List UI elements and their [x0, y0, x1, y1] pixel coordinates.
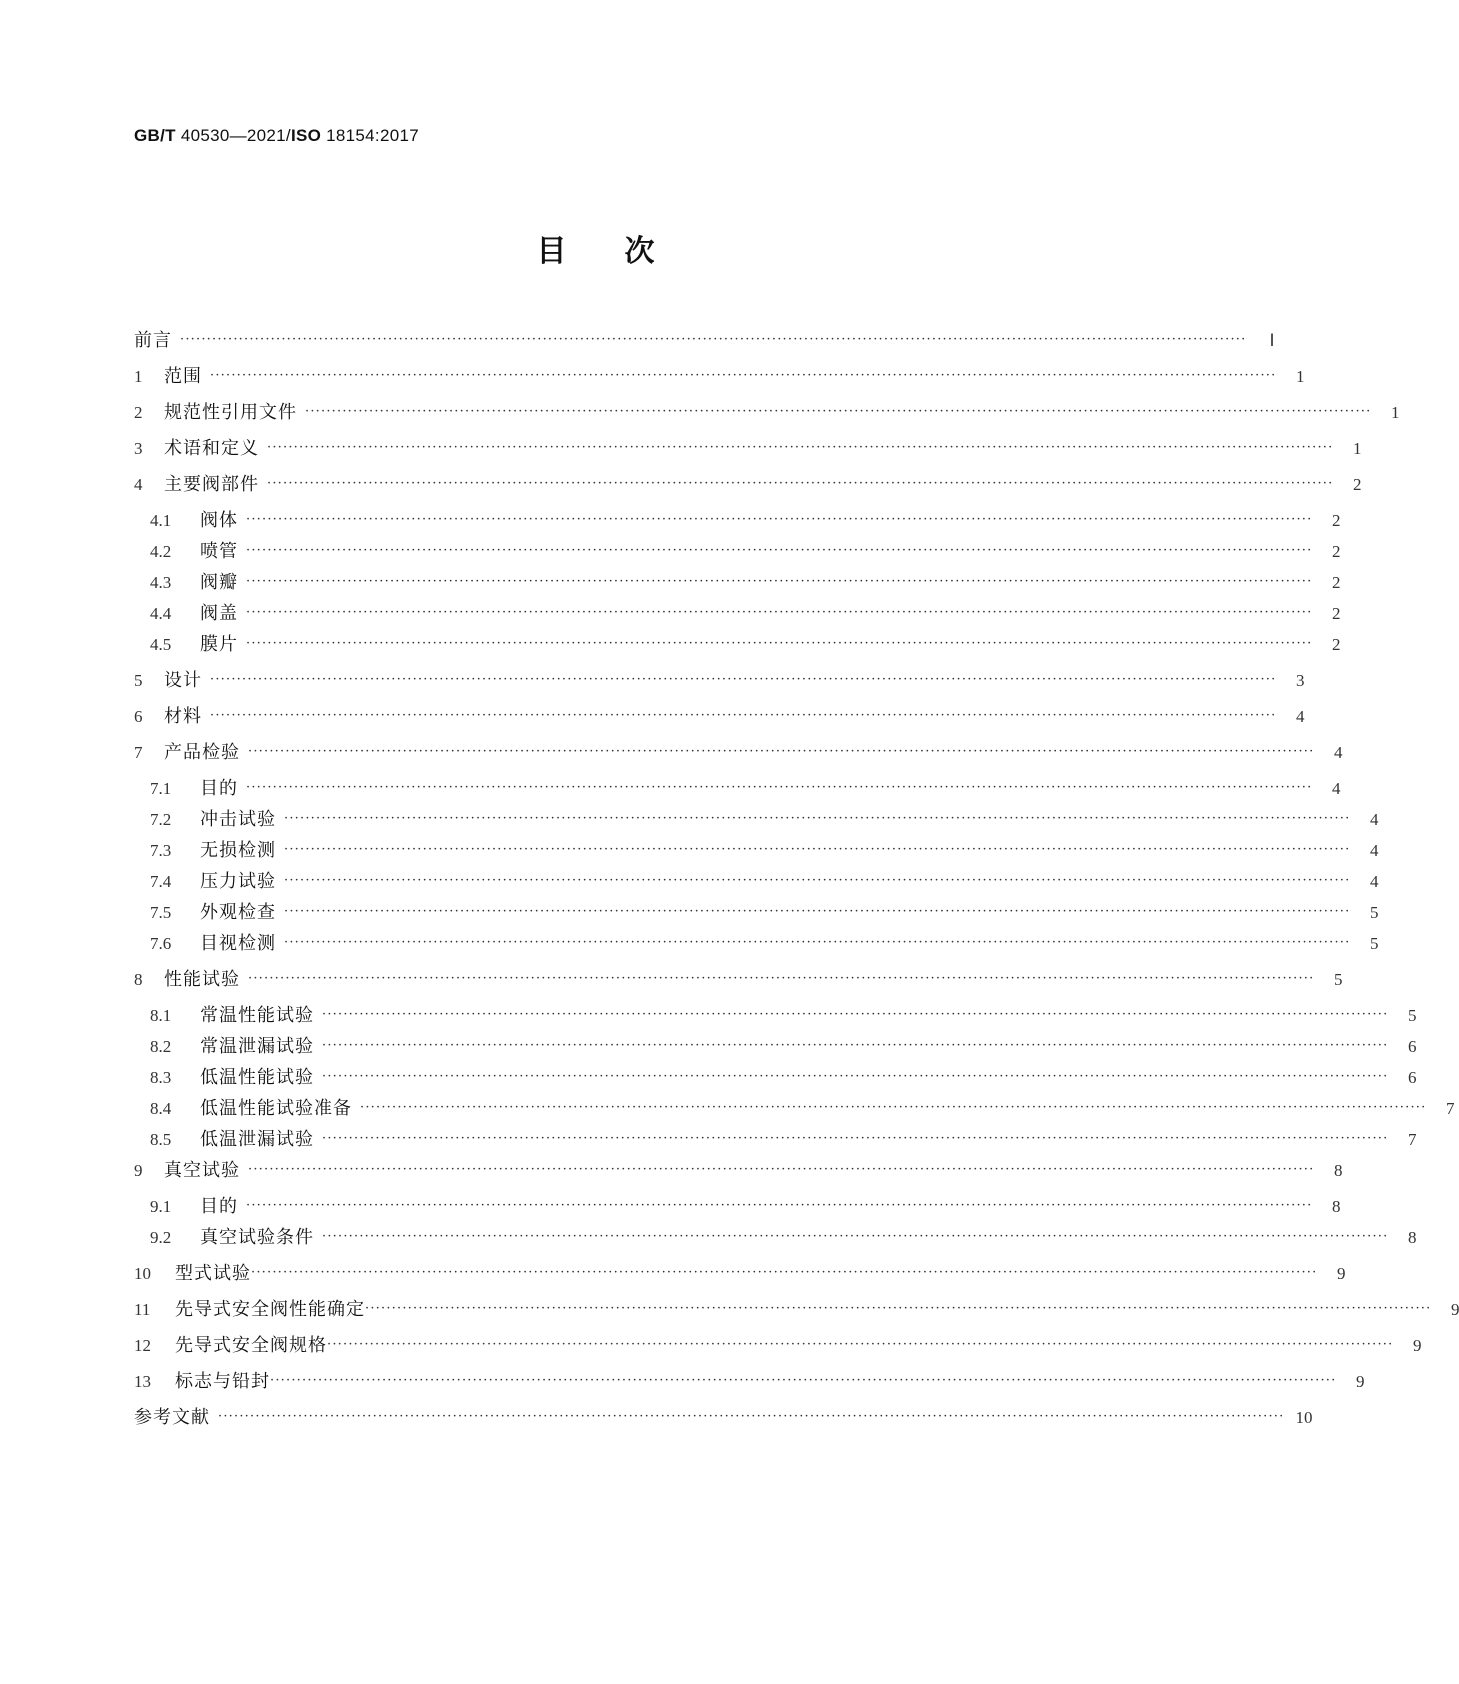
toc-entry-page: 1: [1352, 439, 1362, 458]
toc-entry-label: 标志与铅封: [175, 1371, 270, 1392]
toc-entry-7[interactable]: [134, 741, 1343, 765]
toc-entry-page: 8: [1407, 1228, 1417, 1247]
toc-entry-number: 6: [134, 707, 143, 726]
toc-leader: ········································································································································································································: [246, 780, 1313, 795]
toc-entry-10[interactable]: [134, 1262, 1346, 1286]
toc-entry-page: 2: [1331, 573, 1341, 592]
page-title: [0, 226, 1191, 270]
toc-entry-8-4[interactable]: [134, 1097, 1455, 1121]
toc-entry-7-3[interactable]: [134, 839, 1379, 863]
toc-entry-9[interactable]: [134, 1159, 1343, 1183]
toc-leader: ········································································································································································································: [218, 1409, 1285, 1424]
iso-prefix: ISO: [290, 126, 322, 145]
toc-entry-4-3[interactable]: [134, 571, 1341, 595]
toc-entry-number: 2: [134, 403, 143, 422]
toc-entry-number: 4.5: [150, 635, 172, 654]
toc-entry-page: 10: [1295, 1408, 1313, 1427]
toc-entry-page: 7: [1407, 1130, 1417, 1149]
doc-code-number: 40530—2021/: [175, 126, 291, 145]
toc-entry-number: 7.4: [150, 872, 172, 891]
toc-entry-number: 4.3: [150, 573, 172, 592]
toc-entry-label: 术语和定义: [164, 438, 259, 459]
toc-entry-page: 1: [1295, 367, 1305, 386]
toc-entry-4-4[interactable]: [134, 602, 1341, 626]
toc-entry-4[interactable]: [134, 473, 1362, 497]
toc-entry-label: 先导式安全阀性能确定: [175, 1299, 365, 1320]
toc-entry-label: 规范性引用文件: [164, 402, 297, 423]
toc-entry-number: 8.5: [150, 1130, 172, 1149]
toc-entry-number: 7.3: [150, 841, 172, 860]
toc-entry-8-5[interactable]: [134, 1128, 1417, 1152]
toc-leader: ········································································································································································································: [284, 873, 1351, 888]
toc-leader: ········································································································································································································: [246, 574, 1313, 589]
toc-entry-label: 膜片: [200, 634, 238, 655]
toc-leader: ········································································································································································································: [267, 440, 1334, 455]
toc-leader: ········································································································································································································: [322, 1131, 1389, 1146]
toc-entry-number: 8: [134, 970, 143, 989]
toc-entry-page: Ⅰ: [1269, 331, 1275, 350]
toc-entry-number: 7.5: [150, 903, 172, 922]
toc-entry-page: 8: [1331, 1197, 1341, 1216]
toc-leader: ········································································································································································································: [305, 404, 1372, 419]
toc-entry-label: 材料: [164, 706, 202, 727]
toc-entry-5[interactable]: [134, 669, 1305, 693]
toc-entry-1[interactable]: [134, 365, 1305, 389]
toc-entry-12[interactable]: [134, 1334, 1422, 1358]
toc-entry-number: 7.1: [150, 779, 172, 798]
toc-entry-number: 9: [134, 1161, 143, 1180]
toc-entry-11[interactable]: [134, 1298, 1459, 1322]
toc-entry-13[interactable]: [134, 1370, 1365, 1394]
toc-entry-page: 5: [1369, 934, 1379, 953]
toc-entry-label: 目的: [200, 778, 238, 799]
toc-leader: ········································································································································································································: [246, 1198, 1313, 1213]
toc-entry-number: 9.2: [150, 1228, 172, 1247]
toc-entry-page: 4: [1369, 810, 1379, 829]
toc-entry-number: 4: [134, 475, 143, 494]
toc-entry-number: 8.4: [150, 1099, 172, 1118]
toc-entry-page: 4: [1369, 841, 1379, 860]
toc-entry-foreword[interactable]: [134, 329, 1275, 353]
title-char-2: 次: [624, 234, 655, 269]
toc-entry-number: 7.2: [150, 810, 172, 829]
toc-leader: ········································································································································································································: [284, 904, 1351, 919]
toc-entry-page: 2: [1352, 475, 1362, 494]
document-code: [134, 126, 419, 146]
toc-entry-label: 目的: [200, 1196, 238, 1217]
toc-entry-number: 8.1: [150, 1006, 172, 1025]
toc-entry-page: 1: [1390, 403, 1400, 422]
toc-leader: ········································································································································································································: [322, 1069, 1389, 1084]
toc-entry-9-2[interactable]: [134, 1226, 1417, 1250]
toc-entry-label: 先导式安全阀规格: [175, 1335, 327, 1356]
toc-entry-label: 阀盖: [200, 603, 238, 624]
toc-entry-label: 低温性能试验: [200, 1067, 314, 1088]
toc-entry-label: 真空试验条件: [200, 1227, 314, 1248]
toc-leader: ········································································································································································································: [210, 708, 1277, 723]
toc-entry-7-6[interactable]: [134, 932, 1379, 956]
toc-entry-bibliography[interactable]: [134, 1406, 1313, 1430]
toc-leader: ········································································································································································································: [365, 1301, 1432, 1316]
toc-entry-label: 前言: [134, 330, 172, 351]
toc-leader: ········································································································································································································: [248, 744, 1315, 759]
toc-entry-number: 1: [134, 367, 143, 386]
toc-entry-label: 低温性能试验准备: [200, 1098, 352, 1119]
toc-leader: ········································································································································································································: [322, 1038, 1389, 1053]
toc-entry-4-5[interactable]: [134, 633, 1341, 657]
toc-entry-7-1[interactable]: [134, 777, 1341, 801]
toc-leader: ········································································································································································································: [210, 672, 1277, 687]
toc-leader: ········································································································································································································: [210, 368, 1277, 383]
toc-leader: ········································································································································································································: [284, 935, 1351, 950]
toc-entry-label: 性能试验: [164, 969, 240, 990]
toc-entry-label: 真空试验: [164, 1160, 240, 1181]
toc-entry-page: 6: [1407, 1068, 1417, 1087]
toc-leader: ········································································································································································································: [180, 332, 1247, 347]
toc-entry-label: 低温泄漏试验: [200, 1129, 314, 1150]
toc-entry-label: 主要阀部件: [164, 474, 259, 495]
toc-leader: ········································································································································································································: [267, 476, 1334, 491]
toc-leader: ········································································································································································································: [246, 636, 1313, 651]
toc-entry-number: 8.2: [150, 1037, 172, 1056]
toc-entry-7-2[interactable]: [134, 808, 1379, 832]
toc-entry-number: 7: [134, 743, 143, 762]
toc-entry-label: 阀体: [200, 510, 238, 531]
toc-entry-number: 4.4: [150, 604, 172, 623]
toc-entry-2[interactable]: [134, 401, 1400, 425]
toc-entry-number: 10: [134, 1264, 151, 1283]
doc-code-prefix: GB/T: [134, 126, 176, 145]
toc-entry-label: 参考文献: [134, 1407, 210, 1428]
toc-entry-page: 9: [1450, 1300, 1459, 1319]
toc-entry-8[interactable]: [134, 968, 1343, 992]
toc-entry-page: 2: [1331, 511, 1341, 530]
toc-entry-page: 5: [1369, 903, 1379, 922]
toc-leader: ········································································································································································································: [246, 512, 1313, 527]
toc-leader: ········································································································································································································: [246, 605, 1313, 620]
toc-entry-4-1[interactable]: [134, 509, 1341, 533]
toc-entry-7-4[interactable]: [134, 870, 1379, 894]
toc-entry-number: 5: [134, 671, 143, 690]
toc-leader: ········································································································································································································: [248, 1162, 1315, 1177]
toc-entry-number: 4.1: [150, 511, 172, 530]
toc-entry-label: 冲击试验: [200, 809, 276, 830]
toc-leader: ········································································································································································································: [322, 1229, 1389, 1244]
toc-entry-label: 喷管: [200, 541, 238, 562]
toc-entry-page: 4: [1369, 872, 1379, 891]
toc-leader: ········································································································································································································: [327, 1337, 1394, 1352]
toc-leader: ········································································································································································································: [248, 971, 1315, 986]
toc-entry-label: 外观检查: [200, 902, 276, 923]
toc-entry-page: 9: [1412, 1336, 1422, 1355]
toc-entry-number: 12: [134, 1336, 151, 1355]
toc-entry-number: 4.2: [150, 542, 172, 561]
toc-entry-page: 2: [1331, 542, 1341, 561]
toc-entry-page: 2: [1331, 635, 1341, 654]
toc-leader: ········································································································································································································: [246, 543, 1313, 558]
toc-entry-page: 9: [1355, 1372, 1365, 1391]
toc-leader: ········································································································································································································: [360, 1100, 1427, 1115]
toc-entry-number: 9.1: [150, 1197, 172, 1216]
toc-entry-page: 2: [1331, 604, 1341, 623]
toc-entry-page: 4: [1295, 707, 1305, 726]
toc-entry-page: 8: [1333, 1161, 1343, 1180]
toc-entry-label: 压力试验: [200, 871, 276, 892]
toc-leader: ········································································································································································································: [284, 811, 1351, 826]
toc-entry-label: 阀瓣: [200, 572, 238, 593]
toc-entry-page: 4: [1331, 779, 1341, 798]
toc-entry-7-5[interactable]: [134, 901, 1379, 925]
toc-entry-number: 7.6: [150, 934, 172, 953]
toc-entry-page: 6: [1407, 1037, 1417, 1056]
toc-entry-label: 常温泄漏试验: [200, 1036, 314, 1057]
toc-entry-page: 3: [1295, 671, 1305, 690]
toc-entry-page: 7: [1445, 1099, 1455, 1118]
toc-entry-page: 4: [1333, 743, 1343, 762]
toc-entry-9-1[interactable]: [134, 1195, 1341, 1219]
toc-entry-6[interactable]: [134, 705, 1305, 729]
toc-leader: ········································································································································································································: [284, 842, 1351, 857]
toc-entry-8-1[interactable]: [134, 1004, 1417, 1028]
toc-entry-label: 常温性能试验: [200, 1005, 314, 1026]
toc-entry-page: 9: [1336, 1264, 1346, 1283]
toc-entry-3[interactable]: [134, 437, 1362, 461]
toc-entry-page: 5: [1333, 970, 1343, 989]
toc-entry-number: 11: [134, 1300, 151, 1319]
title-char-1: 目: [536, 234, 567, 269]
toc-entry-number: 3: [134, 439, 143, 458]
toc-entry-page: 5: [1407, 1006, 1417, 1025]
toc-entry-label: 设计: [164, 670, 202, 691]
toc-entry-4-2[interactable]: [134, 540, 1341, 564]
toc-entry-label: 型式试验: [175, 1263, 251, 1284]
toc-leader: ········································································································································································································: [251, 1265, 1318, 1280]
toc-entry-8-2[interactable]: [134, 1035, 1417, 1059]
toc-entry-number: 13: [134, 1372, 151, 1391]
toc-entry-label: 产品检验: [164, 742, 240, 763]
iso-number: 18154:2017: [321, 126, 419, 145]
toc-leader: ········································································································································································································: [322, 1007, 1389, 1022]
toc-leader: ········································································································································································································: [270, 1373, 1337, 1388]
toc-entry-label: 目视检测: [200, 933, 276, 954]
toc-entry-label: 无损检测: [200, 840, 276, 861]
toc-entry-number: 8.3: [150, 1068, 172, 1087]
toc-entry-label: 范围: [164, 366, 202, 387]
toc-entry-8-3[interactable]: [134, 1066, 1417, 1090]
